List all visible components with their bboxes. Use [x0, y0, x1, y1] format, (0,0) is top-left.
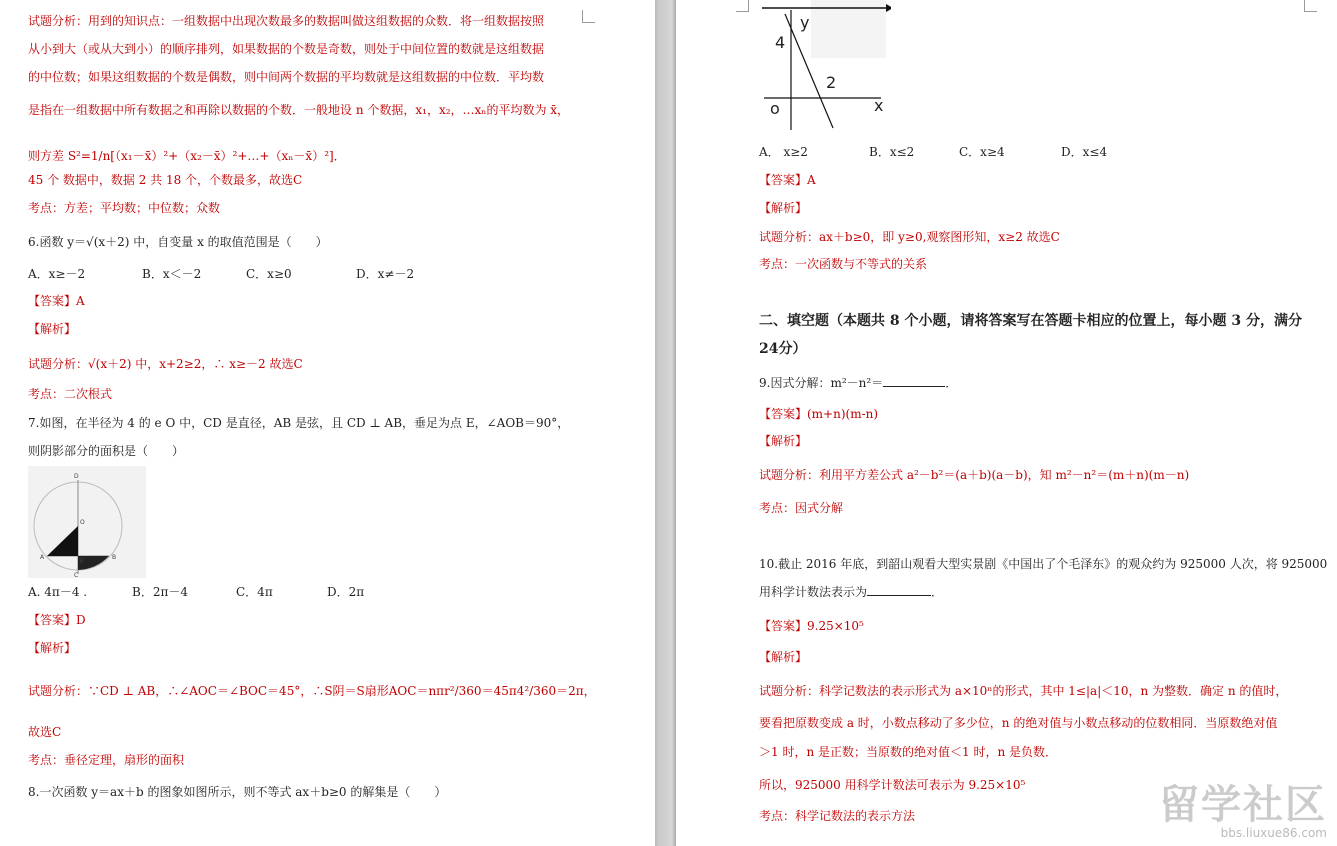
q9-jiexi: 【解析】 [759, 434, 808, 448]
q7-option-a: A. 4π－4 . [28, 585, 88, 599]
q6-answer: 【答案】A [28, 294, 85, 308]
q10-stem-line1: 10.截止 2016 年底，到韶山观看大型实景剧《中国出了个毛泽东》的观众约为 925000 人次，将 925000 [759, 557, 1328, 571]
page-gutter [655, 0, 676, 846]
circle-sector-figure [28, 466, 146, 578]
q6-option-c: C．x≥0 [246, 267, 292, 281]
q10-analysis-line1: 试题分析：科学记数法的表示形式为 a×10ⁿ的形式，其中 1≤|a|＜10，n 为整数．确定 n 的值时， [759, 684, 1288, 698]
q6-jiexi: 【解析】 [28, 322, 77, 336]
analysis-line-3: 的中位数；如果这组数据的个数是偶数，则中间两个数据的平均数就是这组数据的中位数．平均数 [28, 70, 545, 84]
q5-conclusion: 45 个 数据中，数据 2 共 18 个，个数最多，故选C [28, 173, 303, 187]
section-2-title-line2: 24分） [759, 341, 807, 357]
q7-jiexi: 【解析】 [28, 641, 77, 655]
q7-option-d: D．2π [327, 585, 365, 599]
q6-option-d: D．x≠－2 [356, 267, 415, 281]
analysis-line-4: 是指在一组数据中所有数据之和再除以数据的个数．一般地设 n 个数据，x₁，x₂，…xₙ的平均数为 x̄， [28, 103, 570, 117]
label-b: B [112, 554, 117, 561]
q7-options [28, 583, 364, 601]
q8-option-c: C．x≥4 [959, 145, 1005, 159]
q9-stem-end: ． [945, 376, 958, 390]
q8-kaodian: 考点：一次函数与不等式的关系 [759, 257, 928, 271]
q6-option-a: A．x≥－2 [28, 267, 86, 281]
q9-blank [883, 374, 945, 387]
analysis-line-2: 从小到大（或从大到小）的顺序排列，如果数据的个数是奇数，则处于中间位置的数就是这组数据 [28, 42, 545, 56]
q7-kaodian: 考点：垂径定理，扇形的面积 [28, 753, 185, 767]
q9-stem [759, 374, 957, 392]
q8-option-d: D．x≤4 [1061, 145, 1108, 159]
graph-label-o: o [770, 99, 780, 118]
q10-blank [867, 583, 931, 596]
margin-corner-mark-left [736, 0, 749, 12]
q6-options [28, 265, 414, 283]
q8-analysis: 试题分析：ax＋b≥0，即 y≥0,观察图形知，x≥2 故选C [759, 230, 1060, 244]
watermark-title: 留学社区 [1159, 782, 1327, 828]
q6-analysis: 试题分析：√(x＋2) 中，x+2≥2，∴ x≥－2 故选C [28, 357, 303, 371]
graph-label-2: 2 [826, 73, 837, 92]
variance-formula: 则方差 S²=1/n[（x₁－x̄）²+（x₂－x̄）²+…+（xₙ－x̄）²]． [28, 149, 346, 163]
q7-analysis: 试题分析：∵CD ⊥ AB，∴∠AOC＝∠BOC＝45°，∴S阴＝S扇形AOC＝nπr²/360＝45π4²/360＝2π， [28, 684, 596, 698]
q8-jiexi: 【解析】 [759, 201, 808, 215]
q8-option-a: A． x≥2 [759, 145, 808, 159]
q8-answer: 【答案】A [759, 173, 816, 187]
q9-answer: 【答案】(m+n)(m-n) [759, 407, 879, 421]
label-d: D [74, 473, 79, 480]
label-a: A [40, 554, 45, 561]
margin-corner-mark-right [1304, 0, 1317, 12]
q10-analysis-line3: ＞1 时，n 是正数；当原数的绝对值＜1 时，n 是负数． [759, 745, 1057, 759]
q7-conclusion: 故选C [28, 725, 62, 739]
q10-stem-text: 用科学计数法表示为 [759, 585, 868, 599]
label-c: C [74, 572, 79, 578]
q10-jiexi: 【解析】 [759, 650, 808, 664]
q10-analysis-line2: 要看把原数变成 a 时，小数点移动了多少位，n 的绝对值与小数点移动的位数相同．当原数绝对值 [759, 716, 1278, 730]
q9-analysis: 试题分析：利用平方差公式 a²－b²＝(a＋b)(a－b)，知 m²－n²＝(m＋n)(m－n) [759, 468, 1190, 482]
graph-label-x: x [874, 96, 884, 115]
q6-kaodian: 考点：二次根式 [28, 387, 113, 401]
q9-kaodian: 考点：因式分解 [759, 501, 844, 515]
graph-label-y: y [800, 13, 810, 32]
q10-stem-end: ． [931, 585, 944, 599]
q10-analysis-line4: 所以，925000 用科学计数法可表示为 9.25×10⁵ [759, 778, 1026, 792]
q6-stem: 6.函数 y＝√(x＋2) 中，自变量 x 的取值范围是（ ） [28, 235, 328, 249]
section-2-title-line1: 二、填空题（本题共 8 个小题，请将答案写在答题卡相应的位置上，每小题 3 分，满分 [759, 313, 1302, 329]
q7-option-c: C．4π [236, 585, 273, 599]
q6-option-b: B．x＜－2 [142, 267, 202, 281]
q7-option-b: B．2π－4 [132, 585, 188, 599]
q8-stem: 8.一次函数 y＝ax＋b 的图象如图所示，则不等式 ax＋b≥0 的解集是（ ） [28, 785, 447, 799]
site-watermark [1159, 784, 1327, 840]
q10-answer: 【答案】9.25×10⁵ [759, 619, 864, 633]
q5-kaodian: 考点：方差；平均数；中位数；众数 [28, 201, 221, 215]
q10-stem-line2 [759, 583, 943, 601]
analysis-line-1: 试题分析：用到的知识点：一组数据中出现次数最多的数据叫做这组数据的众数．将一组数据按照 [28, 14, 545, 28]
q7-stem-line2: 则阴影部分的面积是（ ） [28, 444, 185, 458]
label-o: O [80, 519, 85, 526]
q7-stem-line1: 7.如图，在半径为 4 的 e O 中，CD 是直径，AB 是弦，且 CD ⊥ AB，垂足为点 E，∠AOB＝90°， [28, 416, 570, 430]
q8-option-b: B．x≤2 [869, 145, 915, 159]
watermark-url: bbs.liuxue86.com [1220, 826, 1327, 840]
document-page-left [0, 0, 655, 846]
q7-answer: 【答案】D [28, 613, 86, 627]
q9-stem-text: 9.因式分解：m²－n²＝ [759, 376, 884, 390]
margin-corner-mark [582, 10, 595, 23]
label-e: E [80, 558, 84, 565]
q8-options [759, 143, 1107, 161]
linear-function-graph [756, 0, 891, 135]
document-page-right [676, 0, 1337, 846]
graph-label-4: 4 [775, 33, 786, 52]
q10-kaodian: 考点：科学记数法的表示方法 [759, 809, 916, 823]
arrow-head [886, 4, 891, 12]
